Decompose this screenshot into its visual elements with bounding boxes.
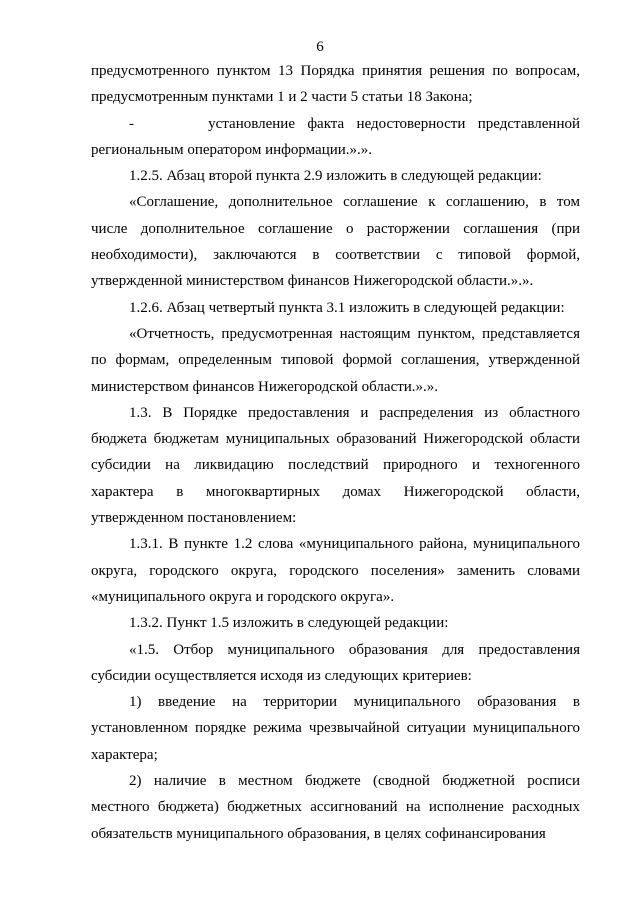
text-line: характера в многоквартирных домах Нижегородской области, <box>91 483 580 500</box>
text-line: 1.3. В Порядке предоставления и распределения из областного <box>129 404 580 421</box>
text-line: региональным оператором информации.».». <box>91 141 373 158</box>
paragraph <box>91 768 580 847</box>
paragraph <box>91 321 580 400</box>
paragraph <box>91 163 580 189</box>
text-line: министерством финансов Нижегородской области.».». <box>91 378 439 395</box>
paragraph <box>91 58 580 111</box>
text-line: 1.3.1. В пункте 1.2 слова «муниципального района, муниципального <box>129 536 580 553</box>
text-line: установленном порядке режима чрезвычайной ситуации муниципального <box>91 720 580 737</box>
text-line: - установление факта недостоверности представленной <box>129 115 580 132</box>
paragraph <box>91 295 580 321</box>
paragraph <box>91 531 580 610</box>
page-number: 6 <box>316 39 324 55</box>
text-line: бюджета бюджетам муниципальных образований Нижегородской области <box>91 431 580 448</box>
text-line: утвержденном постановлением: <box>91 510 297 527</box>
paragraph <box>91 400 580 531</box>
paragraph <box>91 689 580 768</box>
text-line: предусмотренным пунктами 1 и 2 части 5 статьи 18 Закона; <box>91 89 473 106</box>
text-line: «Соглашение, дополнительное соглашение к соглашению, в том <box>129 194 580 211</box>
text-line: утвержденной министерством финансов Нижегородской области.».». <box>91 273 534 290</box>
text-line: характера; <box>91 746 158 763</box>
text-line: числе дополнительное соглашение о расторжении соглашения (при <box>91 220 580 237</box>
paragraph <box>91 189 580 294</box>
document-body <box>91 58 580 847</box>
text-line: 1.2.5. Абзац второй пункта 2.9 изложить в следующей редакции: <box>129 168 542 185</box>
text-line: субсидии на ликвидацию последствий природного и техногенного <box>91 457 580 474</box>
text-line: по формам, определенным типовой формой соглашения, утвержденной <box>91 352 580 369</box>
text-line: предусмотренного пунктом 13 Порядка принятия решения по вопросам, <box>91 63 580 79</box>
text-line: субсидии осуществляется исходя из следующих критериев: <box>91 667 472 684</box>
text-line: 1.3.2. Пункт 1.5 изложить в следующей редакции: <box>129 615 449 632</box>
text-line: «муниципального округа и городского округа». <box>91 588 395 605</box>
text-line: 2) наличие в местном бюджете (сводной бюджетной росписи <box>129 773 580 790</box>
text-line: 1.2.6. Абзац четвертый пункта 3.1 изложить в следующей редакции: <box>129 299 565 316</box>
paragraph <box>91 111 580 164</box>
text-line: «Отчетность, предусмотренная настоящим пунктом, представляется <box>129 325 580 342</box>
text-line: 1) введение на территории муниципального образования в <box>129 694 580 711</box>
text-line: местного бюджета) бюджетных ассигнований на исполнение расходных <box>91 799 580 816</box>
text-line: обязательств муниципального образования, в целях софинансирования <box>91 825 546 842</box>
text-line: необходимости), заключаются в соответствии с типовой формой, <box>91 247 580 264</box>
paragraph <box>91 610 580 636</box>
paragraph <box>91 637 580 690</box>
text-line: «1.5. Отбор муниципального образования для предоставления <box>129 641 580 658</box>
text-line: округа, городского округа, городского поселения» заменить словами <box>91 562 580 579</box>
